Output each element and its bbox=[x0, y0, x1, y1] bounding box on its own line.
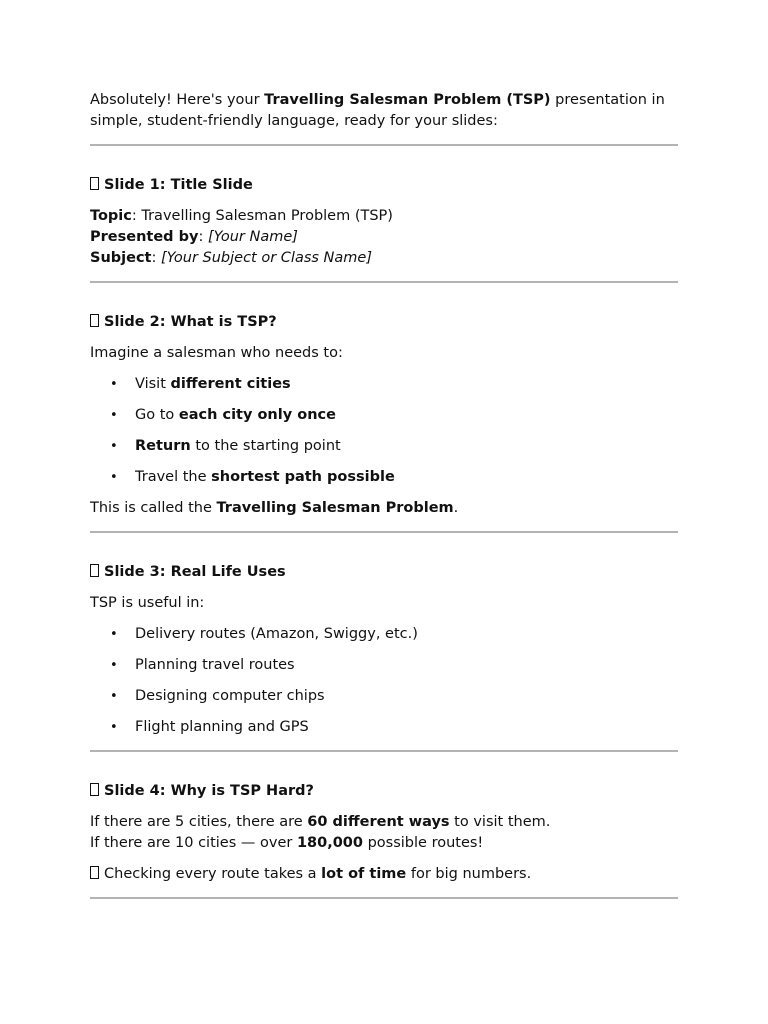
topic-value: : Travelling Salesman Problem (TSP) bbox=[131, 208, 393, 224]
closing-text: This is called the bbox=[90, 500, 217, 516]
divider bbox=[90, 750, 678, 752]
intro-bold-text: Travelling Salesman Problem (TSP) bbox=[264, 92, 551, 108]
slide-4-line-1 bbox=[90, 812, 678, 833]
slide-2-closing bbox=[90, 498, 678, 519]
line-text: If there are 10 cities — over bbox=[90, 835, 297, 851]
slide-3-list bbox=[90, 624, 678, 738]
list-item bbox=[90, 405, 678, 426]
presented-by-label: Presented by bbox=[90, 229, 199, 245]
intro-paragraph bbox=[90, 90, 678, 132]
line-bold: 180,000 bbox=[296, 835, 363, 851]
subject-label: Subject bbox=[90, 250, 152, 266]
list-item bbox=[90, 374, 678, 395]
colon: : bbox=[151, 250, 161, 266]
subject-value: [Your Subject or Class Name] bbox=[160, 250, 372, 266]
closing-bold: Travelling Salesman Problem bbox=[216, 500, 454, 516]
missing-glyph-icon bbox=[90, 564, 99, 577]
missing-glyph-icon bbox=[90, 177, 99, 190]
list-item-bold: different cities bbox=[170, 376, 291, 392]
intro-text-end: presentation in simple, student-friendly language, ready for your slides: bbox=[90, 92, 665, 129]
slide-1-heading bbox=[90, 175, 678, 196]
divider bbox=[90, 144, 678, 146]
line-text-end: for big numbers. bbox=[406, 866, 532, 882]
list-item-text: to the starting point bbox=[190, 438, 341, 454]
list-item-text: Go to bbox=[135, 407, 179, 423]
list-item: • Delivery routes (Amazon, Swiggy, etc.) bbox=[90, 624, 678, 645]
list-item-text: Travel the bbox=[135, 469, 212, 485]
divider bbox=[90, 897, 678, 899]
missing-glyph-icon bbox=[90, 783, 99, 796]
slide-2-list bbox=[90, 374, 678, 488]
list-item-bold: each city only once bbox=[178, 407, 336, 423]
slide-3-title: Slide 3: Real Life Uses bbox=[104, 564, 286, 580]
missing-glyph-icon bbox=[90, 866, 99, 879]
slide-2-lead: Imagine a salesman who needs to: bbox=[90, 345, 343, 361]
presented-by-value: [Your Name] bbox=[207, 229, 298, 245]
list-item-text: Visit bbox=[135, 376, 171, 392]
line-text: Checking every route takes a bbox=[104, 866, 322, 882]
line-text-end: to visit them. bbox=[449, 814, 551, 830]
divider bbox=[90, 281, 678, 283]
topic-line bbox=[90, 206, 678, 227]
list-item bbox=[90, 467, 678, 488]
line-bold: 60 different ways bbox=[307, 814, 450, 830]
list-item: • Designing computer chips bbox=[90, 686, 678, 707]
list-item-bold: shortest path possible bbox=[211, 469, 395, 485]
slide-3-lead: TSP is useful in: bbox=[90, 595, 205, 611]
slide-2-heading bbox=[90, 312, 678, 333]
closing-period: . bbox=[453, 500, 459, 516]
slide-4-heading bbox=[90, 781, 678, 802]
topic-label: Topic bbox=[90, 208, 132, 224]
missing-glyph-icon bbox=[90, 314, 99, 327]
divider bbox=[90, 531, 678, 533]
slide-4-line-2 bbox=[90, 833, 678, 854]
slide-2-title: Slide 2: What is TSP? bbox=[104, 314, 277, 330]
line-text-end: possible routes! bbox=[362, 835, 484, 851]
line-text: If there are 5 cities, there are bbox=[90, 814, 308, 830]
intro-text: Absolutely! Here's your bbox=[90, 92, 265, 108]
colon: : bbox=[198, 229, 208, 245]
slide-3-heading bbox=[90, 562, 678, 583]
list-item-bold: Return bbox=[135, 438, 191, 454]
subject-line bbox=[90, 248, 678, 269]
list-item: • Flight planning and GPS bbox=[90, 717, 678, 738]
slide-4-title: Slide 4: Why is TSP Hard? bbox=[104, 783, 314, 799]
slide-1-title: Slide 1: Title Slide bbox=[104, 177, 253, 193]
list-item bbox=[90, 436, 678, 457]
presented-by-line bbox=[90, 227, 678, 248]
slide-4-line-3 bbox=[90, 864, 678, 885]
document bbox=[90, 90, 678, 899]
list-item: • Planning travel routes bbox=[90, 655, 678, 676]
line-bold: lot of time bbox=[321, 866, 407, 882]
